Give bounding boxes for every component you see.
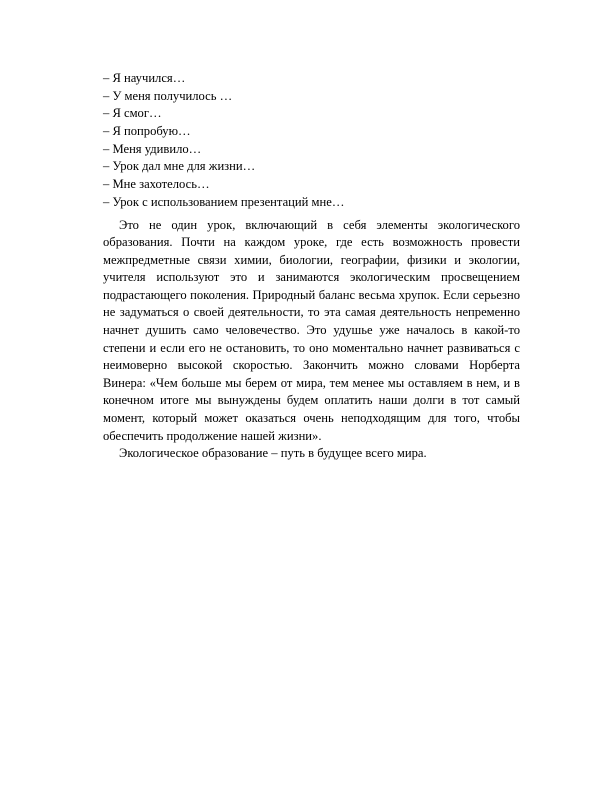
list-item: – Урок с использованием презентаций мне… [103,194,345,209]
document-body [103,70,520,463]
list-item: – Я научился… [103,71,186,85]
paragraph-conclusion: Экологическое образование – путь в будущее всего мира. [119,446,427,461]
reflection-list [103,70,520,212]
list-item: – Урок дал мне для жизни… [103,159,256,174]
list-item: – Мне захотелось… [103,177,210,192]
list-item: – Я попробую… [103,124,191,139]
list-item: – У меня получилось … [103,88,233,103]
list-item: – Я смог… [103,106,162,121]
list-item: – Меня удивило… [103,141,202,156]
paragraph-ecology-lesson: Это не один урок, включающий в себя элементы экологического образования. Почти на каждом уроке, где есть возможность провести межпредметные связи химии, биологии, географии, физики и экологии, учителя используют это и занимаются экологическим просвещением подрастающего поколения. Природный баланс весьма хрупок. Если серьезно не задуматься о своей деятельности, то эта самая деятельность непременно начнет душить само человечество. Это удушье уже началось в какой-то степени и если его не остановить, то оно моментально начнет развиваться с неимоверно высокой скоростью. Закончить можно словами Норберта Винера: «Чем больше мы берем от мира, тем менее мы оставляем в нем, и в конечном итоге мы вынуждены будем оплатить наши долги в тот самый момент, который может оказаться очень неподходящим для того, чтобы обеспечить продолжение нашей жизни». [103,217,520,443]
